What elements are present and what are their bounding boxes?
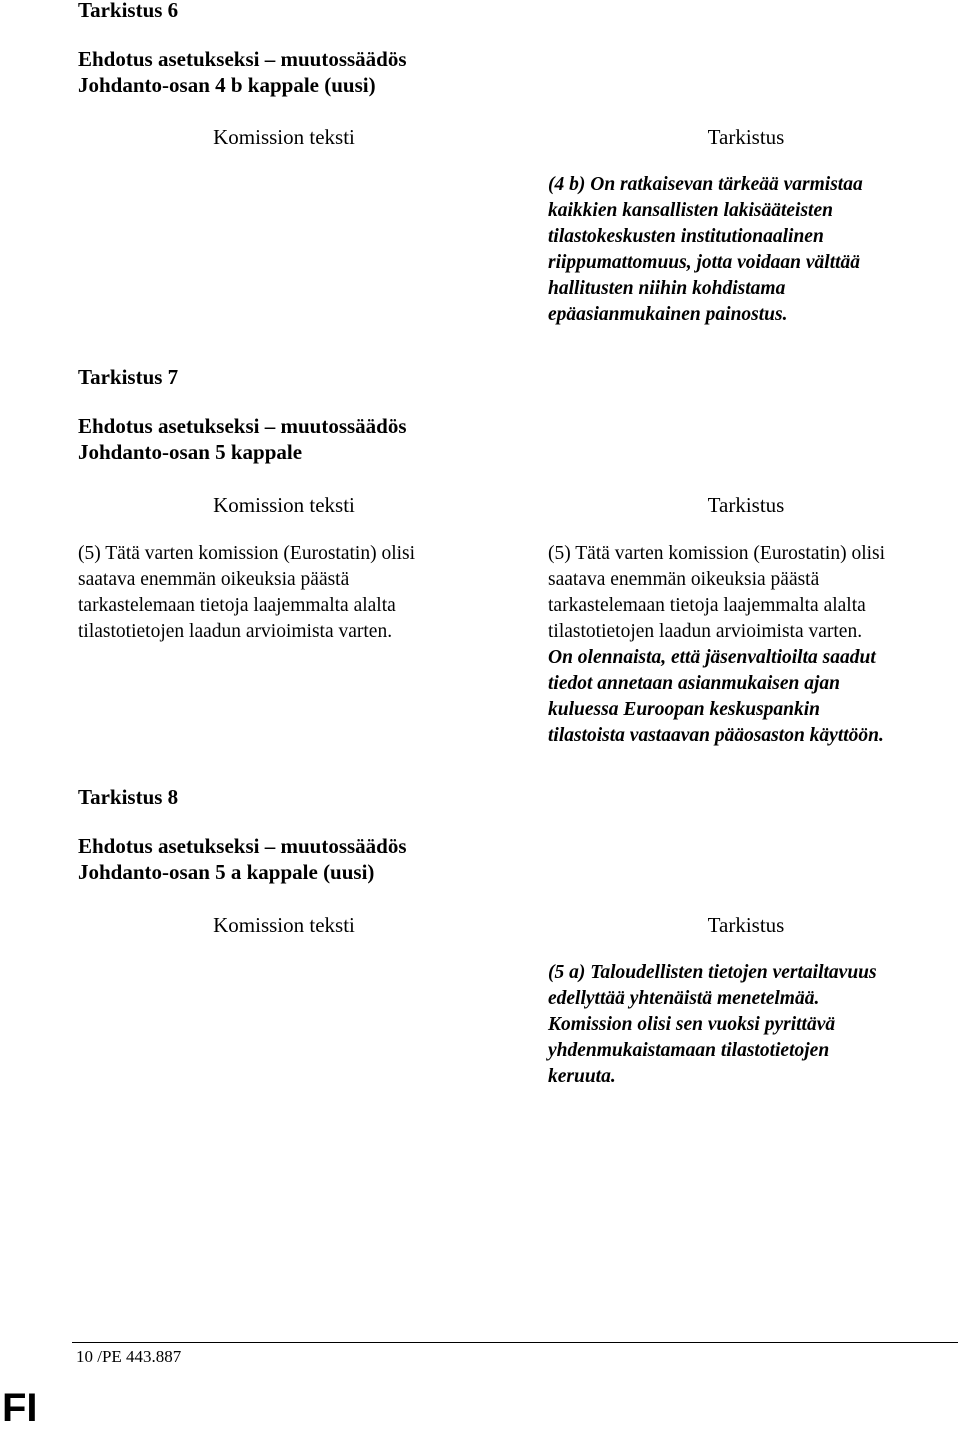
- text-line: keruuta.: [548, 1066, 616, 1087]
- added-text-line: kuluessa Euroopan keskuspankin: [548, 699, 821, 720]
- text-line: (5 a) Taloudellisten tietojen vertailtavuus: [548, 962, 877, 983]
- text-line: epäasianmukainen painostus.: [548, 304, 788, 325]
- text-line: (4 b) On ratkaisevan tärkeää varmistaa: [548, 174, 863, 195]
- commission-text-header: Komission teksti: [213, 493, 355, 517]
- amendment-number: Tarkistus 6: [78, 0, 179, 22]
- location-title: Johdanto-osan 5 kappale: [78, 440, 303, 464]
- text-line: tilastotietojen laadun arvioimista varten.: [548, 621, 863, 642]
- amendment-number: Tarkistus 7: [78, 365, 179, 389]
- text-line: kaikkien kansallisten lakisääteisten: [548, 200, 833, 221]
- text-line: edellyttää yhtenäistä menetelmää.: [548, 988, 820, 1009]
- amendment-header: Tarkistus: [707, 493, 785, 517]
- proposal-title: Ehdotus asetukseksi – muutossäädös: [78, 834, 407, 858]
- text-line: saatava enemmän oikeuksia päästä: [548, 569, 820, 590]
- amendment-text: [548, 172, 863, 328]
- commission-text-header: Komission teksti: [213, 913, 355, 937]
- added-text-line: tilastoista vastaavan pääosaston käyttöön.: [548, 725, 884, 746]
- amendment-text: [548, 960, 877, 1090]
- text-line: riippumattomuus, jotta voidaan välttää: [548, 252, 861, 273]
- text-line: yhdenmukaistamaan tilastotietojen: [548, 1040, 830, 1061]
- location-title: Johdanto-osan 4 b kappale (uusi): [78, 73, 376, 97]
- text-line: tilastotietojen laadun arvioimista varten.: [78, 621, 393, 642]
- location-title: Johdanto-osan 5 a kappale (uusi): [78, 860, 375, 884]
- proposal-title: Ehdotus asetukseksi – muutossäädös: [78, 414, 407, 438]
- added-text-line: On olennaista, että jäsenvaltioilta saadut: [548, 647, 876, 668]
- text-line: Komission olisi sen vuoksi pyrittävä: [548, 1014, 836, 1035]
- text-line: saatava enemmän oikeuksia päästä: [78, 569, 350, 590]
- text-line: hallitusten niihin kohdistama: [548, 278, 786, 299]
- amendment-number: Tarkistus 8: [78, 785, 179, 809]
- language-code: FI: [2, 1386, 38, 1430]
- text-line: tarkastelemaan tietoja laajemmalta alalta: [78, 595, 396, 616]
- text-line: (5) Tätä varten komission (Eurostatin) olisi: [548, 543, 886, 564]
- footer-divider: [72, 1342, 958, 1343]
- text-line: tilastokeskusten institutionaalinen: [548, 226, 824, 247]
- commission-text-header: Komission teksti: [213, 125, 355, 149]
- text-line: (5) Tätä varten komission (Eurostatin) olisi: [78, 543, 416, 564]
- proposal-title: Ehdotus asetukseksi – muutossäädös: [78, 47, 407, 71]
- commission-text: [78, 541, 415, 645]
- amendment-header: Tarkistus: [707, 913, 785, 937]
- text-line: tarkastelemaan tietoja laajemmalta alalta: [548, 595, 866, 616]
- amendment-text: [548, 541, 885, 749]
- added-text-line: tiedot annetaan asianmukaisen ajan: [548, 673, 841, 694]
- page-reference: 10 /PE 443.887: [76, 1347, 182, 1366]
- amendment-header: Tarkistus: [707, 125, 785, 149]
